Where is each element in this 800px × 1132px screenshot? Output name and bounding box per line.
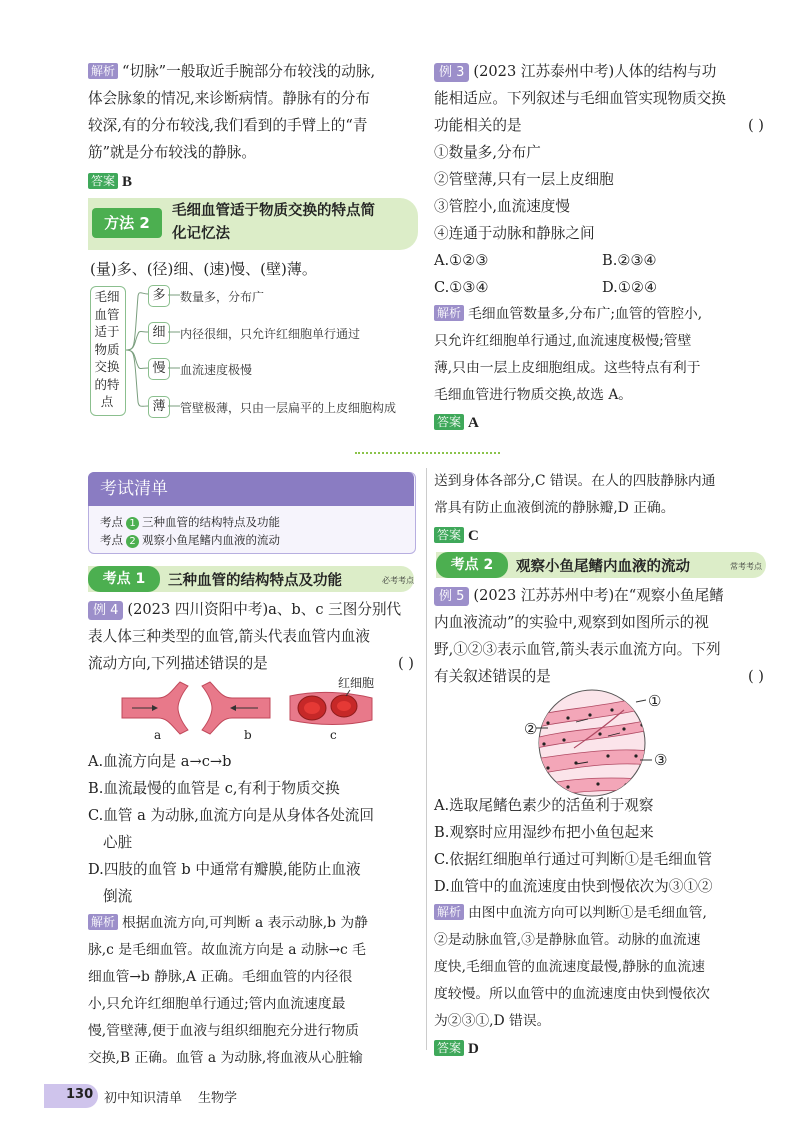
mnemonic: (量)多、(径)细、(速)慢、(壁)薄。: [90, 260, 317, 278]
vessel-marker-3: ③: [654, 751, 668, 769]
book-title: 初中知识清单: [104, 1091, 183, 1106]
statement: ①数量多,分布广: [434, 144, 541, 161]
analysis-line: 细血管→b 静脉,A 正确。毛细血管的内径很: [88, 969, 353, 985]
answer-blank: ( ): [397, 655, 414, 672]
analysis-tag: 解析: [88, 63, 118, 79]
answer-value: C: [468, 528, 479, 544]
mindmap-key: 多: [148, 285, 170, 307]
option-cont: 心脏: [103, 834, 133, 851]
left-top-analysis: [88, 58, 418, 196]
stem-line: 野,①②③表示血管,箭头表示血流方向。下列: [434, 641, 721, 658]
example-5: [434, 582, 770, 690]
method-title: [172, 200, 375, 246]
answer-tag: 答案: [434, 414, 464, 430]
mindmap-item: 内径很细，只允许红细胞单行通过: [180, 327, 361, 341]
option: B.②③④: [602, 252, 657, 269]
answer-tag: 答案: [88, 173, 118, 189]
example-label: 例 4: [88, 601, 123, 620]
analysis-line: ②是动脉血管,③是静脉血管。动脉的血流速: [434, 932, 701, 948]
exam-list-title: 考试清单: [88, 472, 414, 506]
option: C.依据红细胞单行通过可判断①是毛细血管: [434, 851, 712, 868]
option: B.观察时应用湿纱布把小鱼包起来: [434, 824, 654, 841]
answer-value: B: [122, 174, 133, 190]
stem-line: (2023 江苏泰州中考)人体的结构与功: [473, 63, 717, 80]
example-4-options: [88, 748, 418, 1072]
method-title-line: 化记忆法: [172, 226, 230, 242]
stem-line: 流动方向,下列描述错误的是: [88, 655, 268, 672]
column-divider: [426, 468, 427, 1050]
rbc-label: 红细胞: [338, 676, 375, 690]
answer-tag: 答案: [434, 1040, 464, 1056]
example-3: [434, 58, 770, 437]
option: D.①②④: [602, 279, 658, 296]
option: A.①②③: [434, 252, 489, 269]
analysis-line: 常具有防止血液倒流的静脉瓣,D 正确。: [434, 500, 675, 516]
stem-line: 有关叙述错误的是: [434, 668, 551, 685]
analysis-line: 脉,c 是毛细血管。故血流方向是 a 动脉→c 毛: [88, 942, 366, 958]
mindmap-root-text: 毛细 血管 适于 物质 交换 的特 点: [94, 289, 120, 409]
mindmap-item: 数量多，分布广: [180, 290, 265, 304]
analysis-line: “切脉”一般取近手腕部分布较浅的动脉,: [122, 63, 376, 80]
method-title-line: 毛细血管适于物质交换的特点简: [172, 203, 375, 219]
option: D.四肢的血管 b 中通常有瓣膜,能防止血液: [88, 861, 361, 878]
method-label: 方法 2: [92, 208, 162, 238]
stem-line: 内血液流动”的实验中,观察到如图所示的视: [434, 614, 709, 631]
mindmap-item: 血流速度极慢: [180, 363, 253, 377]
right-continuation: [434, 468, 770, 550]
point2-badge: 常考考点: [730, 562, 762, 571]
analysis-tag: 解析: [434, 904, 464, 920]
vessel-a: [122, 682, 188, 734]
analysis-line: 根据血流方向,可判断 a 表示动脉,b 为静: [122, 915, 368, 931]
analysis-line: 为②③①,D 错误。: [434, 1013, 551, 1029]
vessel-label-c: c: [330, 728, 337, 742]
mindmap-key: 细: [148, 322, 170, 344]
answer-value: A: [468, 415, 479, 431]
option: C.血管 a 为动脉,血流方向是从身体各处流回: [88, 807, 374, 824]
analysis-tag: 解析: [88, 914, 118, 930]
analysis-line: 慢,管壁薄,便于血液与组织细胞充分进行物质: [88, 1023, 359, 1039]
option-cont: 倒流: [103, 888, 133, 905]
stem-line: (2023 江苏苏州中考)在“观察小鱼尾鳍: [473, 587, 724, 604]
statement: ②管壁薄,只有一层上皮细胞: [434, 171, 614, 188]
section-divider: [355, 452, 500, 454]
stem-line: 功能相关的是: [434, 117, 522, 134]
analysis-line: 度快,毛细血管的血流速度最慢,静脉的血流速: [434, 959, 705, 975]
mindmap-connectors: [168, 285, 182, 415]
analysis-line: 小,只允许红细胞单行通过;管内血流速度最: [88, 996, 346, 1012]
analysis-line: 度较慢。所以血管中的血流速度由快到慢依次: [434, 986, 710, 1002]
statement: ③管腔小,血流速度慢: [434, 198, 570, 215]
mindmap-key: 薄: [148, 396, 170, 418]
vessel-b: [202, 682, 270, 734]
stem-line: 能相适应。下列叙述与毛细血管实现物质交换: [434, 90, 726, 107]
option: D.血管中的血流速度由快到慢依次为③①②: [434, 878, 713, 895]
answer-tag: 答案: [434, 527, 464, 543]
exam-list-item: 考点 2 观察小鱼尾鳍内血液的流动: [100, 533, 280, 547]
vessel-label-a: a: [154, 728, 162, 742]
vessel-marker-2: ②: [524, 720, 538, 738]
exam-list-item: 考点 1 三种血管的结构特点及功能: [100, 515, 280, 529]
answer-blank: ( ): [747, 668, 764, 685]
answer-value: D: [468, 1041, 479, 1057]
analysis-line: 薄,只由一层上皮细胞组成。这些特点有利于: [434, 360, 701, 376]
statement: ④连通于动脉和静脉之间: [434, 225, 595, 242]
option: A.血流方向是 a→c→b: [88, 753, 232, 770]
option: C.①③④: [434, 279, 489, 296]
mindmap-key: 慢: [148, 358, 170, 380]
mindmap-item: 管壁极薄，只由一层扁平的上皮细胞构成: [180, 401, 397, 415]
analysis-line: 较深,有的分布较浅,我们看到的手臂上的“青: [88, 117, 368, 134]
analysis-line: 交换,B 正确。血管 a 为动脉,将血液从心脏输: [88, 1050, 363, 1066]
option: B.血流最慢的血管是 c,有利于物质交换: [88, 780, 340, 797]
point2-label: 考点 2: [436, 552, 508, 578]
answer-blank: ( ): [747, 117, 764, 134]
analysis-tag: 解析: [434, 305, 464, 321]
analysis-line: 由图中血流方向可以判断①是毛细血管,: [468, 905, 707, 921]
analysis-line: 只允许红细胞单行通过,血流速度极慢;管壁: [434, 333, 692, 349]
analysis-line: 毛细血管数量多,分布广;血管的管腔小,: [468, 306, 703, 322]
stem-line: 表人体三种类型的血管,箭头代表血管内血液: [88, 628, 370, 645]
point2-title: 观察小鱼尾鳍内血液的流动: [516, 559, 690, 575]
analysis-line: 毛细血管进行物质交换,故选 A。: [434, 387, 633, 403]
example-label: 例 5: [434, 587, 469, 606]
example-label: 例 3: [434, 63, 469, 82]
vessel-marker-1: ①: [648, 692, 662, 710]
subject-name: 生物学: [198, 1091, 238, 1106]
point1-title: 三种血管的结构特点及功能: [168, 573, 342, 589]
analysis-line: 送到身体各部分,C 错误。在人的四肢静脉内通: [434, 473, 716, 489]
stem-line: (2023 四川资阳中考)a、b、c 三图分别代: [127, 601, 402, 618]
option: A.选取尾鳍色素少的活鱼利于观察: [434, 797, 654, 814]
point1-label: 考点 1: [88, 566, 160, 592]
example-5-options: [434, 792, 770, 1063]
analysis-line: 筋”就是分布较浅的静脉。: [88, 144, 256, 161]
vessel-label-b: b: [244, 728, 252, 742]
vessel-c: [290, 690, 372, 725]
analysis-line: 体会脉象的情况,来诊断病情。静脉有的分布: [88, 90, 370, 107]
example-4: [88, 596, 418, 677]
point1-badge: 必考考点: [382, 576, 414, 585]
page-number: 130: [66, 1087, 94, 1102]
